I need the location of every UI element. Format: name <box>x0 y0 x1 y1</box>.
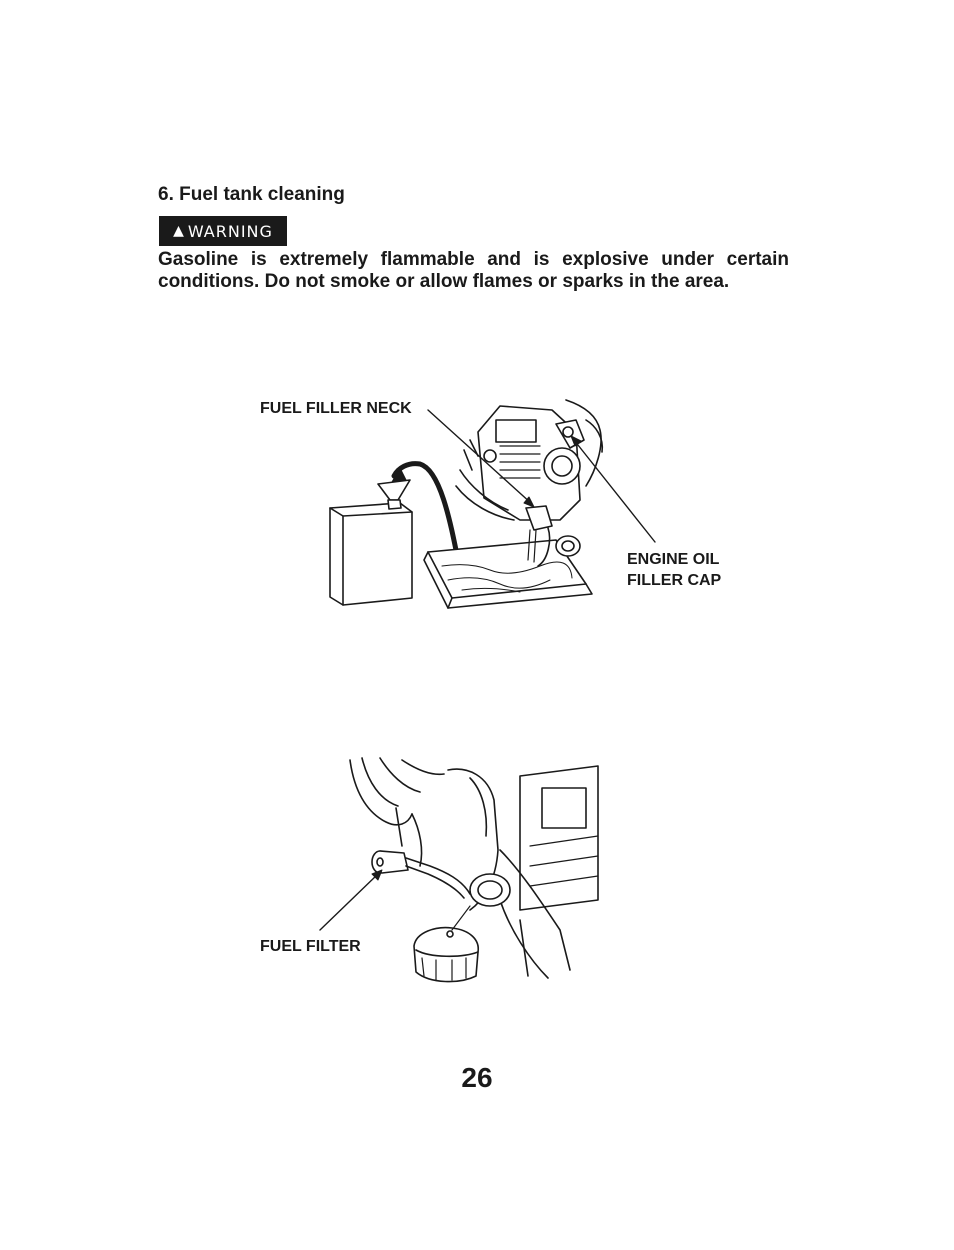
warning-text: Gasoline is extremely flammable and is explosive under certain conditions. Do not smoke or allow flames or sparks in the area. <box>158 249 789 292</box>
fuel-cap-icon <box>414 906 478 982</box>
fuel-filler-neck-label: FUEL FILLER NECK <box>260 400 412 417</box>
engine-oil-filler-cap-label-line2: FILLER CAP <box>627 572 722 589</box>
warning-label: WARNING <box>187 221 273 241</box>
warning-triangle-icon: ▲ <box>173 223 185 239</box>
engine-oil-filler-cap-label-line1: ENGINE OIL <box>627 551 720 568</box>
page-number: 26 <box>461 1062 493 1093</box>
hand-illustration <box>350 758 444 866</box>
fuel-filter-label: FUEL FILTER <box>260 938 361 955</box>
section-title: 6. Fuel tank cleaning <box>158 184 345 205</box>
